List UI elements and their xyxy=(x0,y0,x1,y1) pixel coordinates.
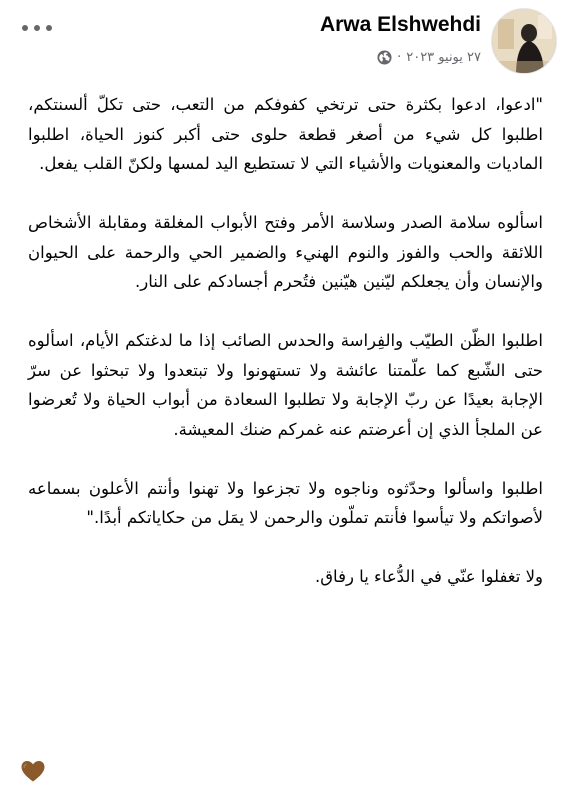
post-date[interactable]: ٢٧ يونيو ٢٠٢٣ xyxy=(406,50,481,65)
more-dot xyxy=(46,25,52,31)
meta-separator: · xyxy=(397,50,402,65)
more-dot xyxy=(22,25,28,31)
post-meta xyxy=(377,50,481,65)
post-paragraph: اسألوه سلامة الصدر وسلاسة الأمر وفتح الأبواب المغلقة ومقابلة الأشخاص اللائقة والحب والفوز والنوم الهنيء والضمير الحي والرحمة على الحيوان والإنسان وأن يجعلكم ليّنين هيّنين فتُحرم أجسادكم على النار. xyxy=(28,213,543,291)
post-paragraph: ولا تغفلوا عنّي في الدُّعاء يا رفاق. xyxy=(315,567,543,586)
globe-icon[interactable] xyxy=(377,50,392,65)
author-avatar[interactable] xyxy=(491,8,557,74)
more-options-icon[interactable] xyxy=(22,20,52,36)
post-paragraph: اطلبوا واسألوا وحدّثوه وناجوه ولا تجزعوا ولا تهنوا وأنتم الأعلون بسماعه لأصواتكم ولا تيأسوا فأنتم تملّون والرحمن لا يمَل من حكاياتكم أبدًا." xyxy=(28,478,543,527)
brown-heart-icon xyxy=(20,758,46,784)
post-header xyxy=(0,0,565,84)
author-name[interactable]: Arwa Elshwehdi xyxy=(319,13,481,36)
more-dot xyxy=(34,25,40,31)
avatar-image xyxy=(492,9,557,74)
post-paragraph: "ادعوا، ادعوا بكثرة حتى ترتخي كفوفكم من التعب، حتى تكلّ ألسنتكم، اطلبوا كل شيء من أصغر قطعة حلوى حتى أكبر كنوز الحياة، اطلبوا الماديات والمعنويات والأشياء التي لا تستطيع اليد لمسها ولكنّ القلب يفعل. xyxy=(28,95,543,173)
post-paragraph: اطلبوا الظّن الطيّب والفِراسة والحدس الصائب إذا ما لدغتكم الأيام، اسألوه حتى الشّبع كما علّمتنا عائشة ولا تستهونوا ولا تبتعدوا ولا تبحثوا عن سرّ الإجابة بعيدًا عن ربّ الإجابة ولا تطلبوا السعادة من أبواب الحياة ولا تُعرضوا عن الملجأ الذي إن أعرضتم عنه غمركم ضنك المعيشة. xyxy=(28,331,543,439)
post-body xyxy=(28,90,543,592)
